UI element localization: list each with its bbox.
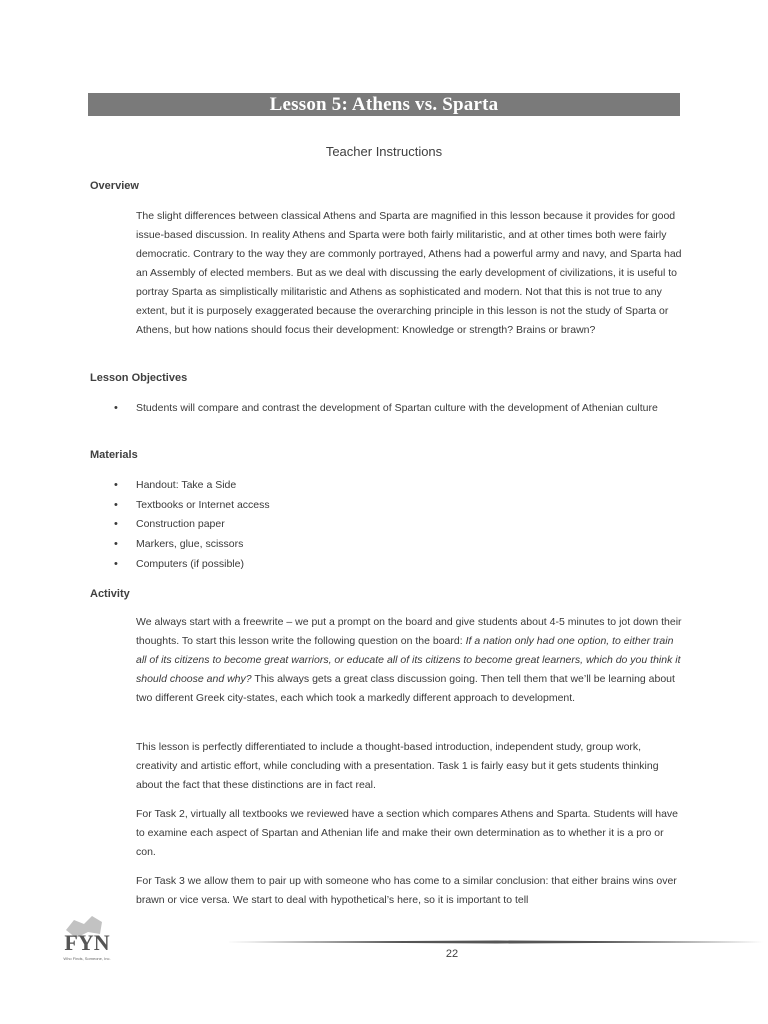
- list-item: • Textbooks or Internet access: [136, 496, 676, 516]
- activity-prompt-italic: If a nation only had one option, to either train all of its citizens to become great warriors, or educate all of its citizens to become great learners, which do you think it should choose and why?: [136, 635, 681, 685]
- footer-divider: [226, 940, 768, 944]
- activity-text: This always gets a great class discussion going. Then tell them that we’ll be learning about two different Greek city-states, each which took a markedly different approach to development.: [136, 673, 675, 704]
- logo-lettering: FYN: [64, 930, 110, 955]
- activity-heading: Activity: [90, 588, 130, 600]
- objectives-heading: Lesson Objectives: [90, 372, 188, 384]
- activity-paragraph-3: [136, 805, 684, 862]
- list-item: • Handout: Take a Side: [136, 476, 676, 496]
- activity-paragraph-1: [136, 613, 684, 708]
- materials-heading: Materials: [90, 449, 138, 461]
- activity-text: For Task 2, virtually all textbooks we reviewed have a section which compares Athens and Sparta. Students will have to examine each aspect of Spartan and Athenian life and make their own determination as to whether it is a pro or con.: [136, 808, 679, 858]
- materials-list: [136, 476, 676, 575]
- page-title: Lesson 5: Athens vs. Sparta: [269, 93, 499, 115]
- activity-text: This lesson is perfectly differentiated to include a thought-based introduction, independent study, group work, creativity and artistic effort, while concluding with a presentation. Task 1 is fairly easy but it gets students thinking about the fact that these distinctions are in fact real.: [136, 741, 659, 791]
- publisher-logo: [54, 912, 120, 964]
- activity-paragraph-4: [136, 872, 684, 910]
- activity-text: We always start with a freewrite – we put a prompt on the board and give students about 4-5 minutes to jot down their thoughts. To start this lesson write the following question on the board:: [136, 616, 682, 647]
- list-item: • Markers, glue, scissors: [136, 535, 676, 555]
- activity-text: For Task 3 we allow them to pair up with someone who has come to a similar conclusion: that either brains wins over brawn or vice versa. We start to deal with hypothetical’s here, so it is important to tell: [136, 875, 677, 906]
- overview-text: The slight differences between classical Athens and Sparta are magnified in this lesson because it provides for good issue-based discussion. In reality Athens and Sparta were both fairly militaristic, and at other times both were fairly democratic. Contrary to the way they are commonly portrayed, Athens had a powerful army and navy, and Sparta had an Assembly of elected members. But as we deal with discussing the early development of civilizations, it is useful to portray Sparta as simplistically militaristic and Athens as sophisticated and modern. Not that this is not true to any extent, but it is purposely exaggerated because the overarching principle in this lesson is not the study of Sparta or Athens, but how nations should focus their development: Knowledge or strength? Brains or brawn?: [136, 210, 682, 336]
- list-item: • Computers (if possible): [136, 555, 676, 575]
- page-number: 22: [445, 948, 459, 960]
- overview-paragraph: [136, 207, 684, 340]
- activity-paragraph-2: [136, 738, 684, 795]
- overview-heading: Overview: [90, 180, 139, 192]
- logo-tagline: Who Finds, Someone, Inc.: [63, 956, 111, 961]
- subtitle: Teacher Instructions: [325, 144, 443, 159]
- objectives-list: [136, 399, 676, 419]
- title-banner: [88, 93, 680, 116]
- list-item: • Construction paper: [136, 515, 676, 535]
- list-item: • Students will compare and contrast the development of Spartan culture with the development of Athenian culture: [136, 399, 676, 419]
